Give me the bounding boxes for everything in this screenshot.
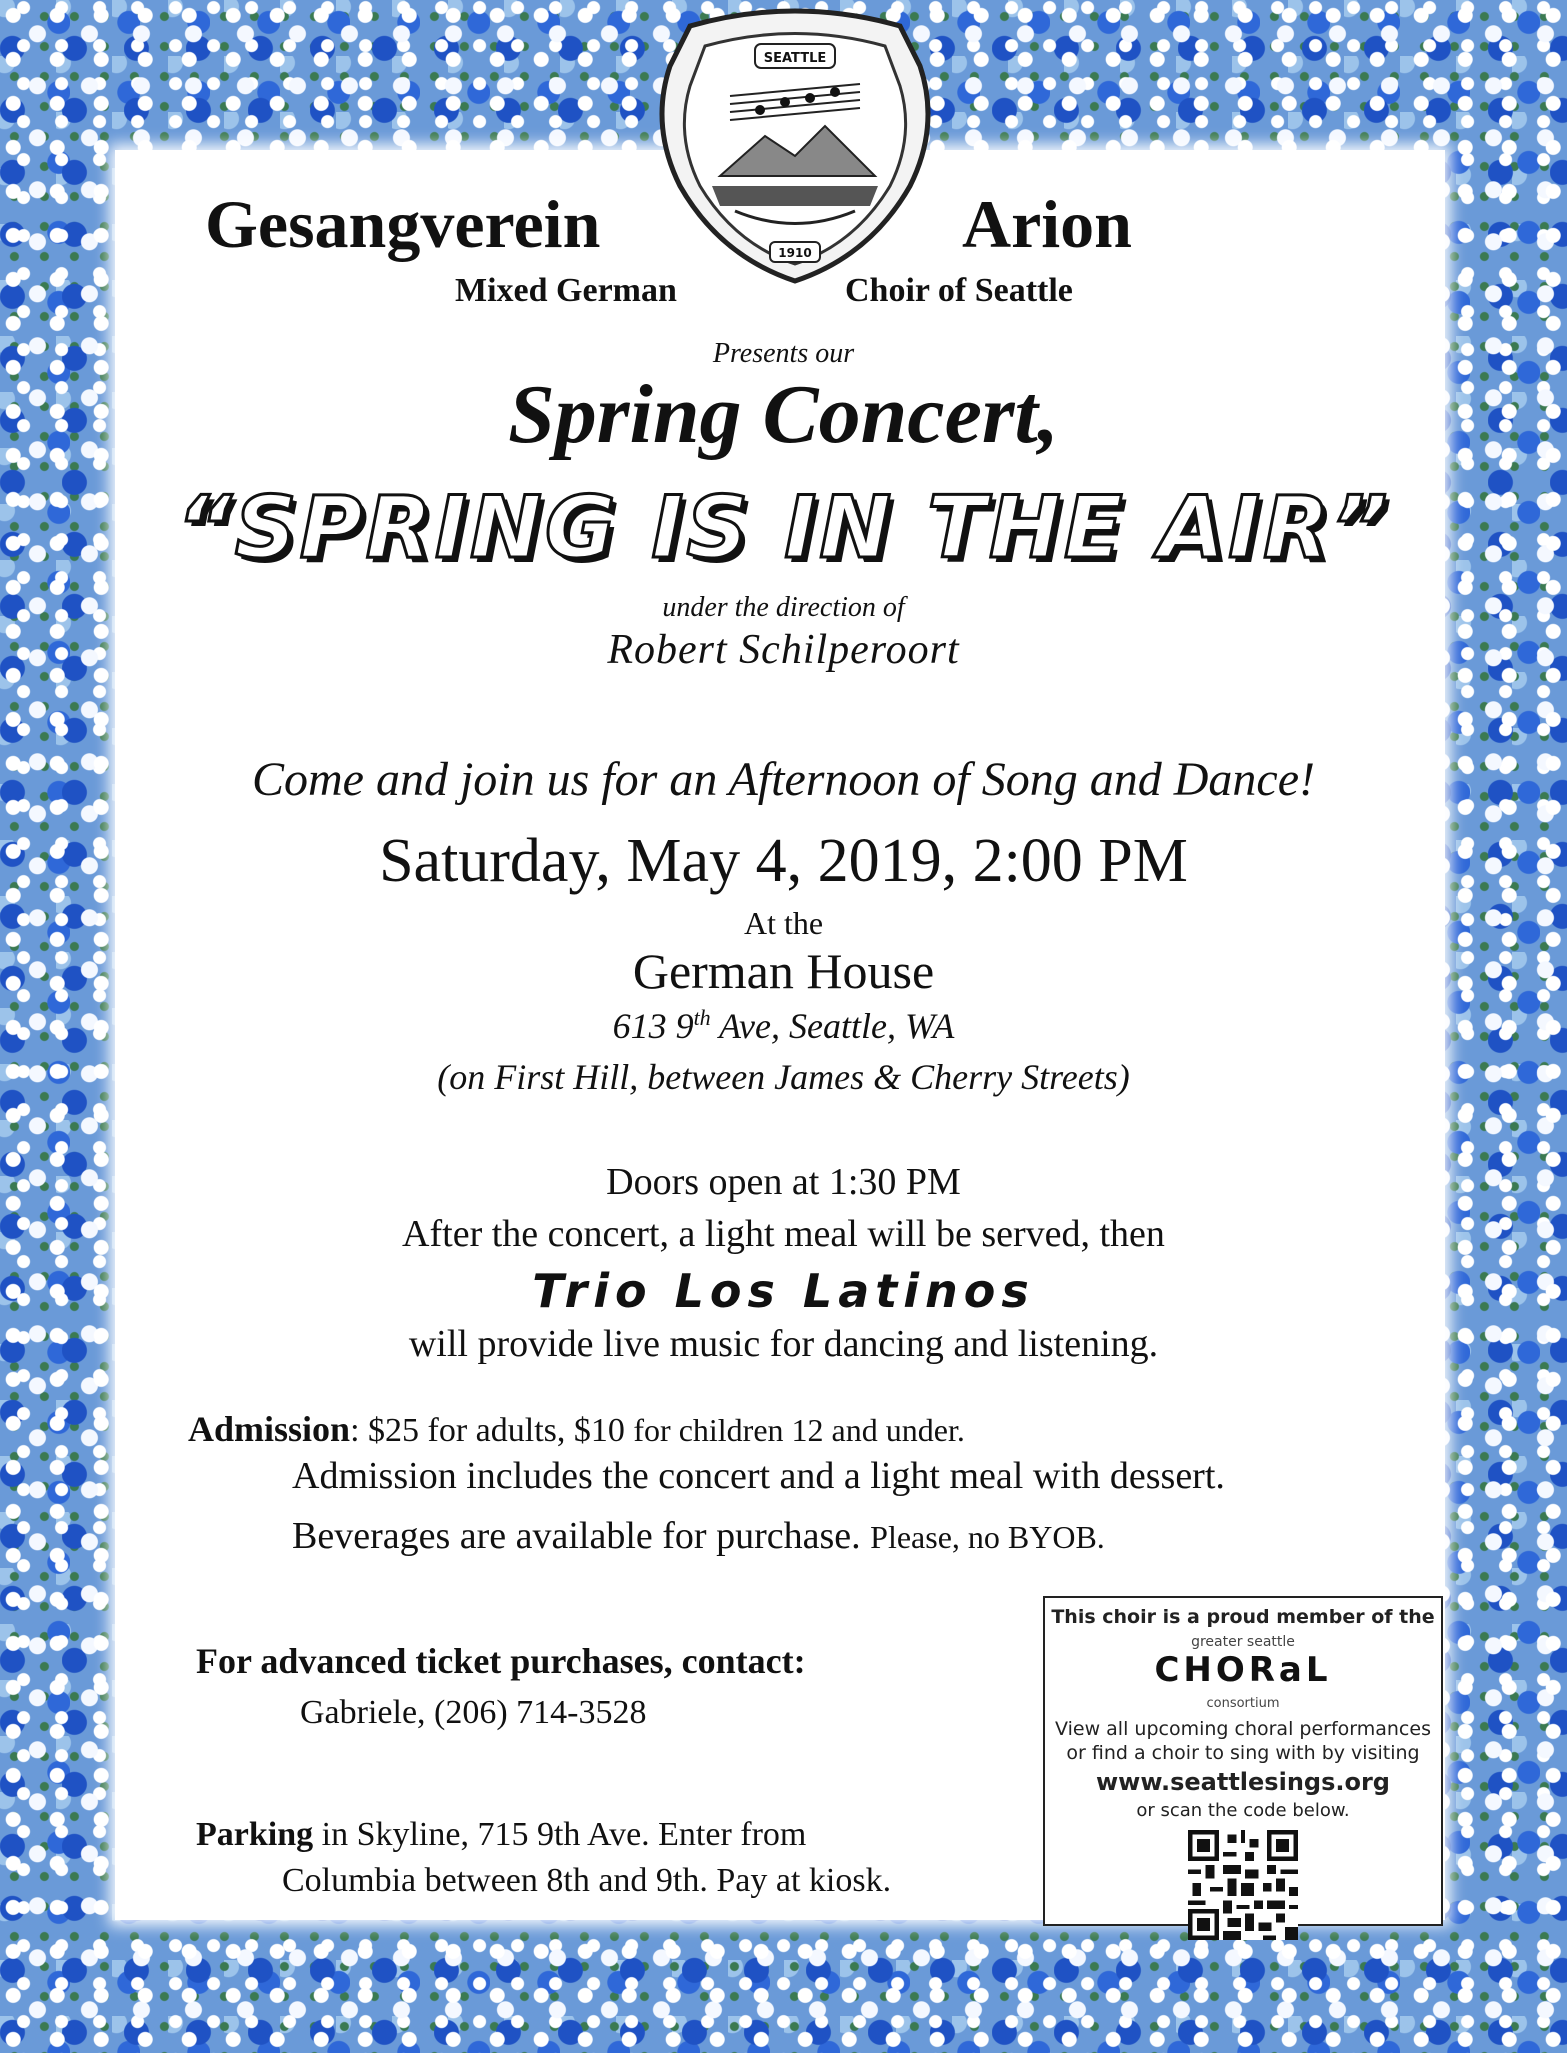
choral-region-text: greater seattle: [1191, 1634, 1295, 1650]
beverages-text: Beverages are available for purchase.: [292, 1515, 871, 1557]
direction-label: under the direction of: [662, 592, 905, 623]
address-suffix: th: [693, 1005, 711, 1030]
concert-title: Spring Concert,: [508, 368, 1059, 461]
venue-directions: (on First Hill, between James & Cherry Streets): [437, 1057, 1130, 1097]
choral-view-text: View all upcoming choral performances: [1055, 1718, 1431, 1740]
after-concert-text: After the concert, a light meal will be served, then: [402, 1213, 1165, 1255]
crest-label-bottom: 1910: [778, 246, 812, 260]
choral-url-link[interactable]: www.seattlesings.org: [1096, 1768, 1390, 1796]
subtitle-left: Mixed German: [455, 272, 677, 309]
qr-code-icon[interactable]: [1188, 1830, 1298, 1940]
address-number: 613 9: [612, 1006, 694, 1046]
choral-scan-text: or scan the code below.: [1136, 1800, 1350, 1821]
choral-member-text: This choir is a proud member of the: [1051, 1606, 1435, 1628]
parking-line-1: [196, 1816, 806, 1854]
address-rest: Ave, Seattle, WA: [710, 1006, 955, 1046]
presents-text: Presents our: [712, 338, 855, 369]
doors-open-text: Doors open at 1:30 PM: [606, 1161, 961, 1203]
subtitle-right: Choir of Seattle: [845, 272, 1073, 309]
choral-consortium-box: [1043, 1596, 1443, 1926]
at-the-text: At the: [743, 905, 824, 941]
no-byob-text: Please, no BYOB.: [870, 1519, 1105, 1555]
venue-name: German House: [632, 943, 935, 999]
event-datetime: Saturday, May 4, 2019, 2:00 PM: [379, 827, 1188, 895]
venue-address: [0, 1005, 1567, 1047]
tickets-contact: Gabriele, (206) 714-3528: [300, 1694, 647, 1731]
tickets-heading: For advanced ticket purchases, contact:: [196, 1641, 806, 1681]
parking-line-2: Columbia between 8th and 9th. Pay at kiosk.: [282, 1862, 892, 1899]
admission-prices: : $25 for adults, $10: [350, 1412, 634, 1449]
invite-text: Come and join us for an Afternoon of Song and Dance!: [251, 753, 1316, 806]
choral-find-text: or find a choir to sing with by visiting: [1066, 1742, 1420, 1764]
choral-consortium-text: consortium: [1206, 1696, 1280, 1711]
choral-logo: CHORaL: [1154, 1650, 1332, 1690]
parking-label: Parking: [196, 1816, 314, 1853]
title-left: Gesangverein: [205, 186, 601, 262]
beverages-line: [292, 1514, 1105, 1558]
title-right: Arion: [962, 186, 1132, 262]
concert-name: “SPRING IS IN THE AIR”: [176, 478, 1391, 578]
crest-label-top: SEATTLE: [763, 51, 827, 66]
choir-crest-icon: [650, 6, 940, 286]
parking-text-1: in Skyline, 715 9th Ave. Enter from: [313, 1816, 807, 1853]
director-name: Robert Schilperoort: [607, 627, 960, 673]
admission-line: [188, 1408, 965, 1450]
admission-note: Admission includes the concert and a light meal with dessert.: [292, 1455, 1225, 1497]
admission-children: for children 12 and under.: [633, 1412, 965, 1448]
admission-label: Admission: [188, 1409, 351, 1449]
band-description: will provide live music for dancing and listening.: [408, 1323, 1159, 1365]
band-name: Trio Los Latinos: [532, 1264, 1035, 1318]
